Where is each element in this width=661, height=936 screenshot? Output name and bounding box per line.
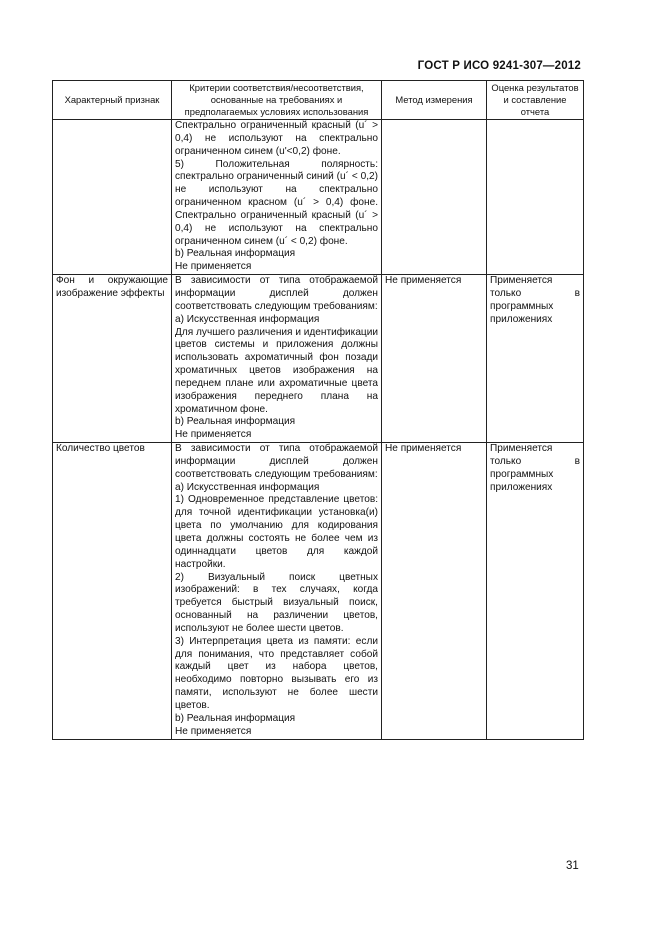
column-header-evaluation: Оценка результатов и составление отчета [487, 81, 584, 120]
feature-cell: Количество цветов [53, 443, 172, 739]
column-header-feature: Характерный признак [53, 81, 172, 120]
criteria-paragraph: 1) Одновременное представление цветов: для точной идентификации установка(и) цвета по умолчанию для кодирования цвета должны состоять не более чем из одиннадцати цветов для каждой настройки. [175, 494, 378, 570]
table-row [53, 443, 584, 739]
criteria-paragraph: b) Реальная информация [175, 248, 296, 260]
evaluation-text: Применяется только в программных приложениях [490, 443, 580, 493]
criteria-paragraph: В зависимости от типа отображаемой информации дисплей должен соответствовать следующим требованиям: [175, 443, 378, 480]
criteria-paragraph: b) Реальная информация [175, 416, 296, 428]
criteria-paragraph: Не применяется [175, 725, 252, 737]
evaluation-cell [487, 120, 584, 275]
column-header-method: Метод измерения [382, 81, 487, 120]
criteria-paragraph: а) Искусственная информация [175, 481, 320, 493]
criteria-cell [172, 275, 382, 443]
feature-text: Фон и окружающие изображение эффекты [56, 275, 168, 299]
table-row [53, 120, 584, 275]
method-text: Не применяется [385, 443, 462, 455]
evaluation-cell [487, 443, 584, 739]
criteria-paragraph: Спектрально ограниченный красный (u´ > 0,4) не используют на спектрально ограниченном синем (u'<0,2) фоне. [175, 120, 378, 157]
criteria-paragraph: Для лучшего различения и идентификации цветов системы и приложения должны использовать ахроматичный фон позади хроматичных цветов изображения на переднем плане или ахроматичные цвета изображения переднего плана на хроматичном фоне. [175, 326, 378, 415]
criteria-paragraph: Не применяется [175, 261, 252, 273]
method-cell [382, 120, 487, 275]
criteria-paragraph: а) Искусственная информация [175, 313, 320, 325]
column-header-criteria: Критерии соответствия/несоответствия, основанные на требованиях и предполагаемых условиях использования [172, 81, 382, 120]
feature-cell [53, 120, 172, 275]
method-text: Не применяется [385, 275, 462, 287]
table-row [53, 275, 584, 443]
method-cell [382, 443, 487, 739]
method-cell [382, 275, 487, 443]
criteria-paragraph: 3) Интерпретация цвета из памяти: если для понимания, что представляет собой каждый цвет из набора цветов, необходимо повторно вызывать его из памяти, используют не более шести цветов. [175, 635, 378, 711]
criteria-cell [172, 120, 382, 275]
criteria-cell [172, 443, 382, 739]
criteria-paragraph: Не применяется [175, 429, 252, 441]
evaluation-text: Применяется только в программных приложениях [490, 275, 580, 325]
criteria-paragraph: 5) Положительная полярность: спектрально ограниченный синий (u´ < 0,2) не используют на спектрально ограниченном красном (u´ > 0,4) фоне. Спектрально ограниченный красный (u´ > 0,4) не используют на спектрально ограниченном синем (u´ < 0,2) фоне. [175, 158, 378, 247]
standard-designation: ГОСТ Р ИСО 9241-307—2012 [417, 60, 581, 72]
table-header-row [53, 81, 584, 120]
criteria-paragraph: b) Реальная информация [175, 712, 296, 724]
feature-cell [53, 275, 172, 443]
criteria-paragraph: 2) Визуальный поиск цветных изображений: в тех случаях, когда требуется быстрый визуальный поиск, основанный на различении цветов, используют не более шести цветов. [175, 571, 378, 634]
requirements-table [52, 80, 584, 740]
page-number: 31 [566, 860, 579, 872]
criteria-paragraph: В зависимости от типа отображаемой информации дисплей должен соответствовать следующим требованиям: [175, 275, 378, 312]
evaluation-cell [487, 275, 584, 443]
